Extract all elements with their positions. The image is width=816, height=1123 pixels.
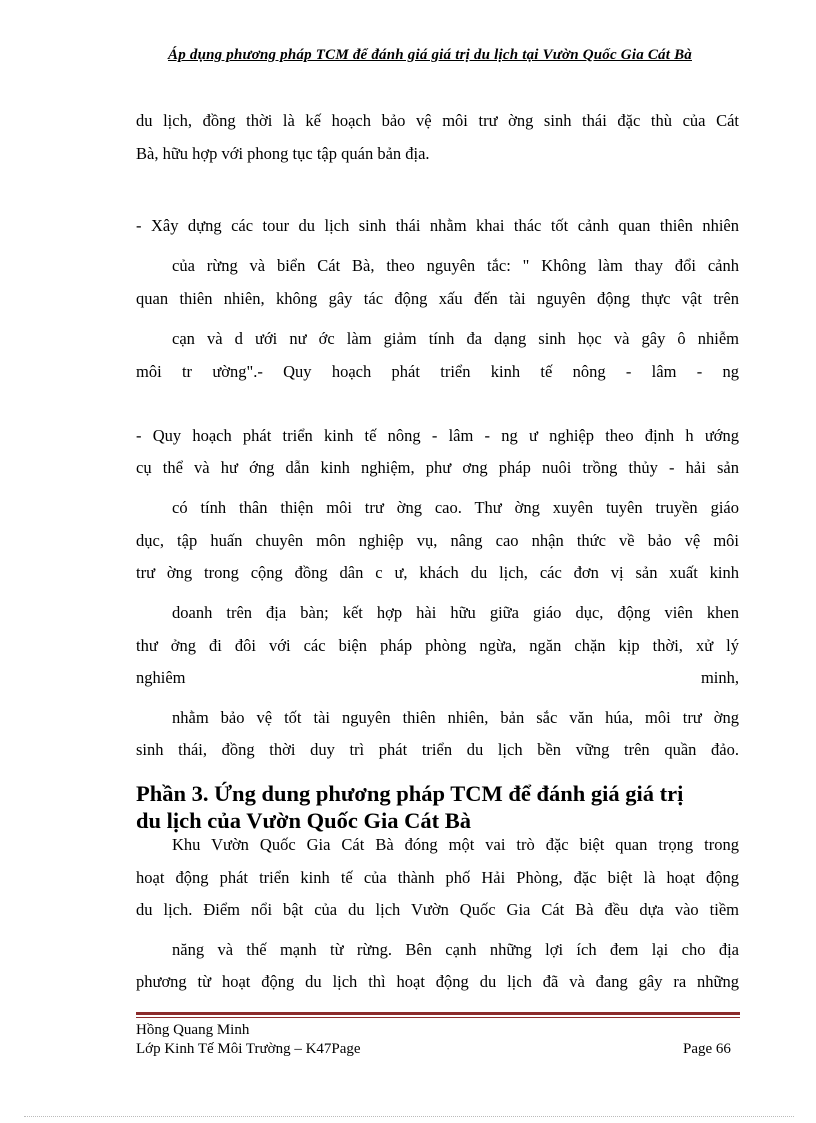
body-line: sinh thái, đồng thời duy trì phát triển du lịch bền vững trên quần đảo. [136, 740, 739, 759]
footer-page-number: Page 66 [683, 1041, 731, 1057]
section-line: hoạt động phát triển kinh tế của thành phố Hải Phòng, đặc biệt là hoạt động [136, 868, 739, 887]
section-heading [136, 780, 746, 834]
footer-author: Hồng Quang Minh [136, 1022, 250, 1038]
body-line: nghiêm minh, [136, 668, 739, 687]
body-line: nhằm bảo vệ tốt tài nguyên thiên nhiên, bản sắc văn húa, môi trư ờng [172, 708, 739, 727]
footer-rule-thin [136, 1017, 740, 1018]
body-line: môi tr ường".- Quy hoạch phát triển kinh tế nông - lâm - ng [136, 362, 739, 381]
body-line: - Quy hoạch phát triển kinh tế nông - lâm - ng ư nghiệp theo định h ướng [136, 426, 739, 445]
body-line: trư ờng trong cộng đồng dân c ư, khách du lịch, các đơn vị sản xuất kinh [136, 563, 739, 582]
section-heading-line: du lịch của Vườn Quốc Gia Cát Bà [136, 808, 471, 833]
body-line: có tính thân thiện môi trư ờng cao. Thư ờng xuyên tuyên truyền giáo [172, 498, 739, 517]
footer-class-info: Lớp Kinh Tế Môi Trường – K47Page [136, 1041, 361, 1057]
section-line: Khu Vườn Quốc Gia Cát Bà đóng một vai trò đặc biệt quan trọng trong [172, 835, 739, 854]
body-line: quan thiên nhiên, không gây tác động xấu đến tài nguyên động thực vật trên [136, 289, 739, 308]
body-line: - Xây dựng các tour du lịch sinh thái nhằm khai thác tốt cảnh quan thiên nhiên [136, 216, 739, 235]
page-bottom-border [24, 1116, 794, 1117]
section-heading-line: Phần 3. Ứng dung phương pháp TCM để đánh giá giá trị [136, 781, 684, 806]
footer-rule-thick [136, 1012, 740, 1015]
body-line: du lịch, đồng thời là kế hoạch bảo vệ môi trư ờng sinh thái đặc thù của Cát [136, 111, 739, 130]
body-line: doanh trên địa bàn; kết hợp hài hữu giữa giáo dục, động viên khen [172, 603, 739, 622]
section-line: năng và thế mạnh từ rừng. Bên cạnh những lợi ích đem lại cho địa [172, 940, 739, 959]
body-line: thư ởng đi đôi với các biện pháp phòng ngừa, ngăn chặn kịp thời, xử lý [136, 636, 739, 655]
body-line: của rừng và biển Cát Bà, theo nguyên tắc: " Không làm thay đổi cảnh [172, 256, 739, 275]
section-line: phương từ hoạt động du lịch thì hoạt động du lịch đã và đang gây ra những [136, 972, 739, 991]
body-line: dục, tập huấn chuyên môn nghiệp vụ, nâng cao nhận thức về bảo vệ môi [136, 531, 739, 550]
running-header: Áp dụng phương pháp TCM để đánh giá giá trị du lịch tại Vườn Quốc Gia Cát Bà [168, 47, 692, 63]
body-line: cụ thể và hư ớng dẫn kinh nghiệm, phư ơng pháp nuôi trồng thủy - hải sản [136, 458, 739, 477]
body-line: Bà, hữu hợp với phong tục tập quán bản địa. [136, 144, 430, 163]
body-line: cạn và d ưới nư ớc làm giảm tính đa dạng sinh học và gây ô nhiễm [172, 329, 739, 348]
section-line: du lịch. Điểm nổi bật của du lịch Vườn Quốc Gia Cát Bà đều dựa vào tiềm [136, 900, 739, 919]
